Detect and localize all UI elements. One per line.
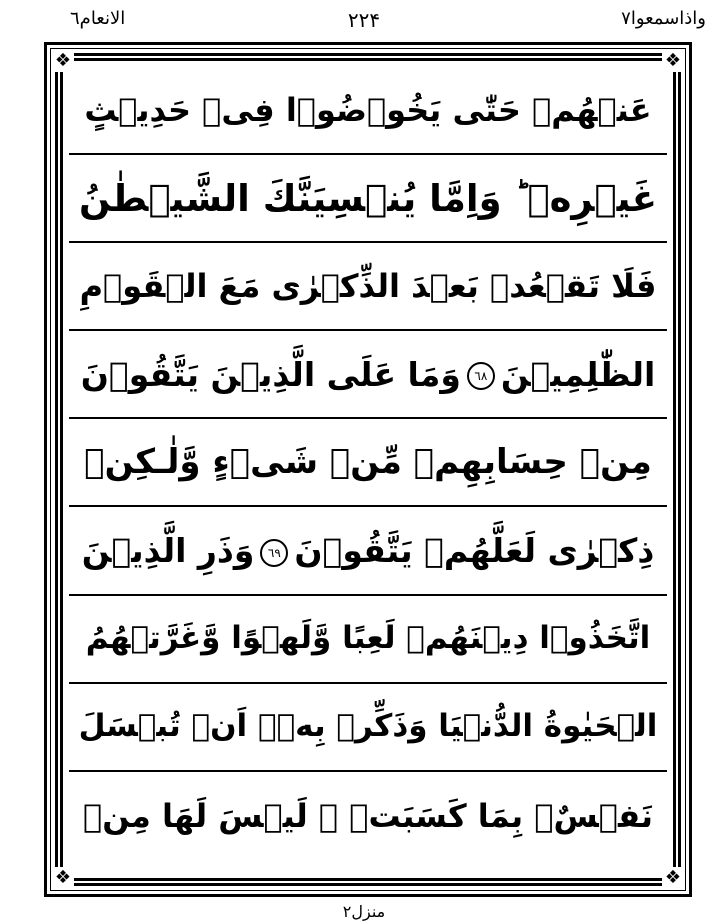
verse-text: وَمَا عَلَى الَّذِيۡنَ يَتَّقُوۡنَ [80,354,461,394]
line-text [80,354,656,394]
text-line [69,684,667,772]
verse-text: مِنۡ حِسَابِهِمۡ مِّنۡ شَىۡءٍ وَّلٰـكِنۡ [84,442,652,483]
page-header [0,0,728,42]
line-text [84,442,652,483]
ayah-number-marker: ٦٨ [467,362,495,390]
line-text [81,531,655,571]
verse-text: اتَّخَذُوۡا دِيۡنَهُمۡ لَعِبًا وَّلَهۡوًا وَّغَرَّتۡهُمُ [85,620,651,657]
juz-name: واذاسمعوا٧ [621,8,706,29]
verse-text: غَيۡرِهٖ‌ ؕ وَاِمَّا يُنۡسِيَنَّكَ الشَّيۡطٰنُ [78,176,658,220]
text-line [69,243,667,331]
line-text [83,796,654,835]
verse-text: الۡحَيٰوةُ الدُّنۡيَا وَذَكِّرۡ بِهٖۤ اَنۡ تُبۡسَلَ [78,708,658,745]
corner-ornament-icon: ❖ [52,50,74,72]
verse-text: نَفۡسٌۢ بِمَا كَسَبَتۡ ‌ۖ لَيۡسَ لَهَا مِنۡ [83,796,654,835]
verse-text: ذِكۡرٰى لَعَلَّهُمۡ يَتَّقُوۡنَ [294,531,655,571]
text-line [69,155,667,243]
text-line [69,67,667,155]
line-text [79,267,657,306]
line-text [85,620,651,657]
page-number: ۲۲۴ [347,8,381,32]
corner-ornament-icon: ❖ [662,50,684,72]
text-line [69,507,667,595]
text-line [69,596,667,684]
line-text [84,91,652,130]
corner-ornament-icon: ❖ [662,867,684,889]
text-line [69,331,667,419]
text-line [69,772,667,860]
surah-name: الانعام٦ [70,8,126,29]
verse-text: عَنۡهُمۡ حَتّٰى يَخُوۡضُوۡا فِىۡ حَدِيۡثٍ [84,91,652,130]
line-text [78,708,658,745]
verse-text: وَذَرِ الَّذِيۡنَ [81,531,255,571]
verse-text: الظّٰلِمِيۡنَ [500,354,656,394]
corner-ornament-icon: ❖ [52,867,74,889]
text-line [69,419,667,507]
page-border-frame [44,42,692,897]
verse-text: فَلَا تَقۡعُدۡ بَعۡدَ الذِّكۡرٰى مَعَ الۡقَوۡمِ [79,267,657,306]
line-text [78,176,658,220]
manzil-label: منزل٢ [342,902,386,921]
ayah-number-marker: ٦٩ [260,539,288,567]
quran-text-area [69,67,667,872]
